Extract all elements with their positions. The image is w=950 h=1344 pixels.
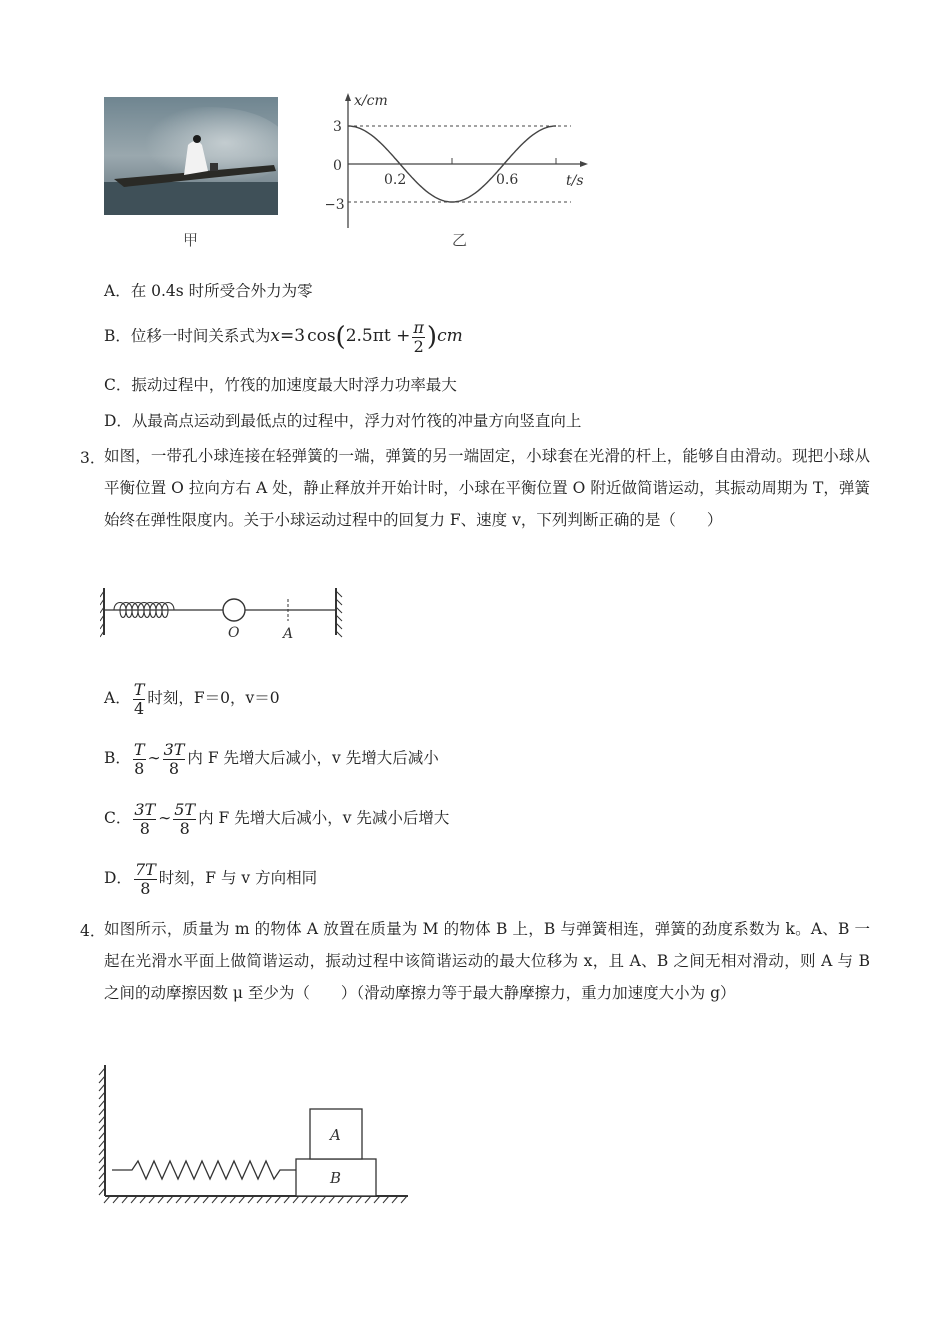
caption-right: 乙	[452, 231, 468, 249]
q2-option-a: A．在 0.4s 时所受合外力为零	[104, 282, 313, 300]
frac-7t-8: $\frac{7T}{8}$	[134, 859, 156, 898]
pi-over-2	[412, 319, 425, 356]
frac-3t-8: $\frac{3T}{8}$	[163, 739, 185, 778]
formula-eq: =3	[280, 326, 306, 346]
y-tick-neg3: −3	[326, 197, 345, 213]
q3-number: 3．	[80, 449, 106, 467]
pi-denominator: 2	[413, 336, 424, 356]
paren-open: (	[335, 322, 346, 352]
caption-left: 甲	[183, 231, 199, 249]
ball	[223, 599, 245, 621]
frac-t-8: $\frac{T}{8}$	[133, 739, 145, 778]
q2-option-d: D．从最高点运动到最低点的过程中，浮力对竹筏的冲量方向竖直向上	[104, 412, 582, 430]
q2-option-c: C．振动过程中，竹筏的加速度最大时浮力功率最大	[104, 376, 457, 394]
label-block-a: A	[330, 1126, 341, 1144]
label-block-b: B	[330, 1169, 342, 1187]
label-a: A	[283, 626, 294, 642]
frac-5t-8: $\frac{5T}{8}$	[174, 799, 196, 838]
spring-zigzag	[112, 1161, 296, 1179]
q3-option-b: B． $\frac{T}{8}$ ∼ $\frac{3T}{8}$ 内 F 先增大后减小，v 先增大后减小	[104, 739, 439, 778]
q3-option-a: A． $\frac{T}{4}$ 时刻，F＝0，v＝0	[104, 679, 280, 718]
spring-ball-figure	[100, 585, 350, 645]
formula-arg: 2.5πt +	[345, 326, 411, 346]
frac-t-4: $\frac{T}{4}$	[133, 679, 145, 718]
y-axis-label: x/cm	[354, 93, 388, 109]
formula-x: x	[270, 326, 280, 346]
label-o: O	[228, 625, 240, 641]
raft-photo	[104, 97, 278, 215]
q2-option-b-prefix: B．位移一时间关系式为	[104, 327, 271, 345]
pi-numerator: π	[413, 317, 424, 337]
q3-option-c: C． $\frac{3T}{8}$ ∼ $\frac{5T}{8}$ 内 F 先增大后减小，v 先减小后增大	[104, 799, 450, 838]
x-tick-0.6: 0.6	[496, 172, 519, 188]
y-tick-3: 3	[333, 119, 342, 135]
x-axis-label: t/s	[566, 173, 584, 189]
formula-cos: cos	[307, 326, 336, 346]
q3-option-d: D． $\frac{7T}{8}$ 时刻，F 与 v 方向相同	[104, 859, 318, 898]
y-tick-0: 0	[333, 158, 342, 174]
displacement-time-graph	[326, 88, 592, 248]
paren-close: )	[426, 322, 438, 352]
q2-option-b	[104, 318, 463, 356]
formula-unit: cm	[437, 326, 463, 346]
x-tick-0.2: 0.2	[384, 172, 407, 188]
spring-blocks-figure	[98, 1060, 413, 1210]
frac-3t-8: $\frac{3T}{8}$	[134, 799, 156, 838]
q3-text: 如图，一带孔小球连接在轻弹簧的一端，弹簧的另一端固定，小球套在光滑的杆上，能够自由滑动。现把小球从平衡位置 O 拉向方右 A 处，静止释放并开始计时，小球在平衡位置 O 附近做简谐运动，其振动周期为 T，弹簧始终在弹性限度内。关于小球运动过程中的回复力 F、速度 v，下列判断正确的是（ ）	[104, 447, 870, 529]
q4-text: 如图所示，质量为 m 的物体 A 放置在质量为 M 的物体 B 上，B 与弹簧相连，弹簧的劲度系数为 k。A、B 一起在光滑水平面上做简谐运动，振动过程中该简谐运动的最大位移为 x，且 A、B 之间无相对滑动，则 A 与 B 之间的动摩擦因数 μ 至少为（ ）（滑动摩擦力等于最大静摩擦力，重力加速度大小为 g）	[104, 920, 870, 1002]
q4-number: 4．	[80, 922, 106, 940]
